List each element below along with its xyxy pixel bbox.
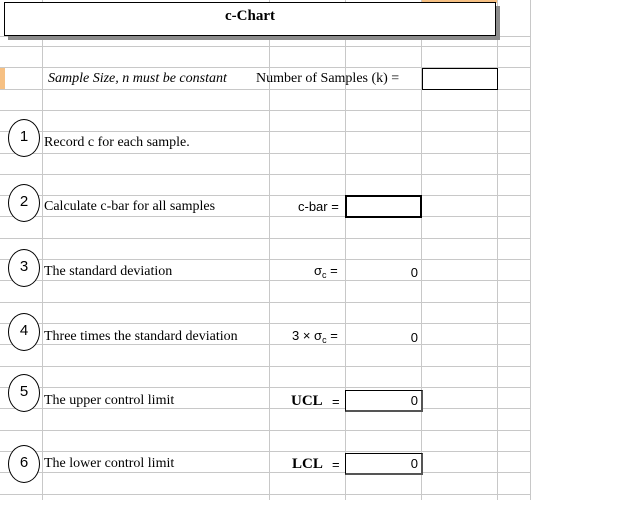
step-4-label: Three times the standard deviation	[44, 329, 238, 344]
lcl-symbol: LCL	[292, 456, 323, 472]
sigma-c-symbol	[314, 264, 338, 280]
step-4-badge: 4	[8, 313, 40, 351]
ucl-symbol: UCL	[291, 393, 323, 409]
lcl-value[interactable]: 0	[345, 453, 423, 475]
highlight-cell-left	[0, 68, 5, 89]
three-sigma-value: 0	[410, 330, 418, 345]
step-2-label: Calculate c-bar for all samples	[44, 199, 216, 214]
c-bar-symbol: c-bar =	[298, 199, 339, 214]
three-sigma-prefix: 3 × σ	[292, 328, 323, 343]
sigma-sub: c	[322, 270, 327, 280]
step-6-label: The lower control limit	[44, 456, 175, 471]
step-1-badge: 1	[8, 119, 40, 157]
num-samples-input[interactable]	[422, 68, 498, 90]
sigma-base: σ	[314, 263, 323, 278]
three-sigma-symbol	[292, 329, 338, 345]
sample-size-note: Sample Size, n must be constant	[48, 71, 227, 86]
title-banner	[4, 2, 496, 36]
step-3-label: The standard deviation	[44, 264, 173, 279]
step-3-badge: 3	[8, 249, 40, 287]
ucl-value[interactable]: 0	[345, 390, 423, 412]
step-6-badge: 6	[8, 445, 40, 483]
sigma-c-value: 0	[410, 265, 418, 280]
sigma-tail: =	[326, 263, 338, 278]
step-5-badge: 5	[8, 374, 40, 412]
c-bar-input[interactable]	[345, 195, 422, 218]
num-samples-label: Number of Samples (k) =	[256, 71, 400, 86]
page-title: c-Chart	[225, 8, 275, 24]
step-5-label: The upper control limit	[44, 393, 175, 408]
lcl-equals: =	[332, 457, 340, 472]
step-1-label: Record c for each sample.	[44, 135, 190, 150]
three-sigma-tail: =	[326, 328, 338, 343]
ucl-equals: =	[332, 394, 340, 409]
three-sigma-sub: c	[322, 335, 327, 345]
step-2-badge: 2	[8, 184, 40, 222]
